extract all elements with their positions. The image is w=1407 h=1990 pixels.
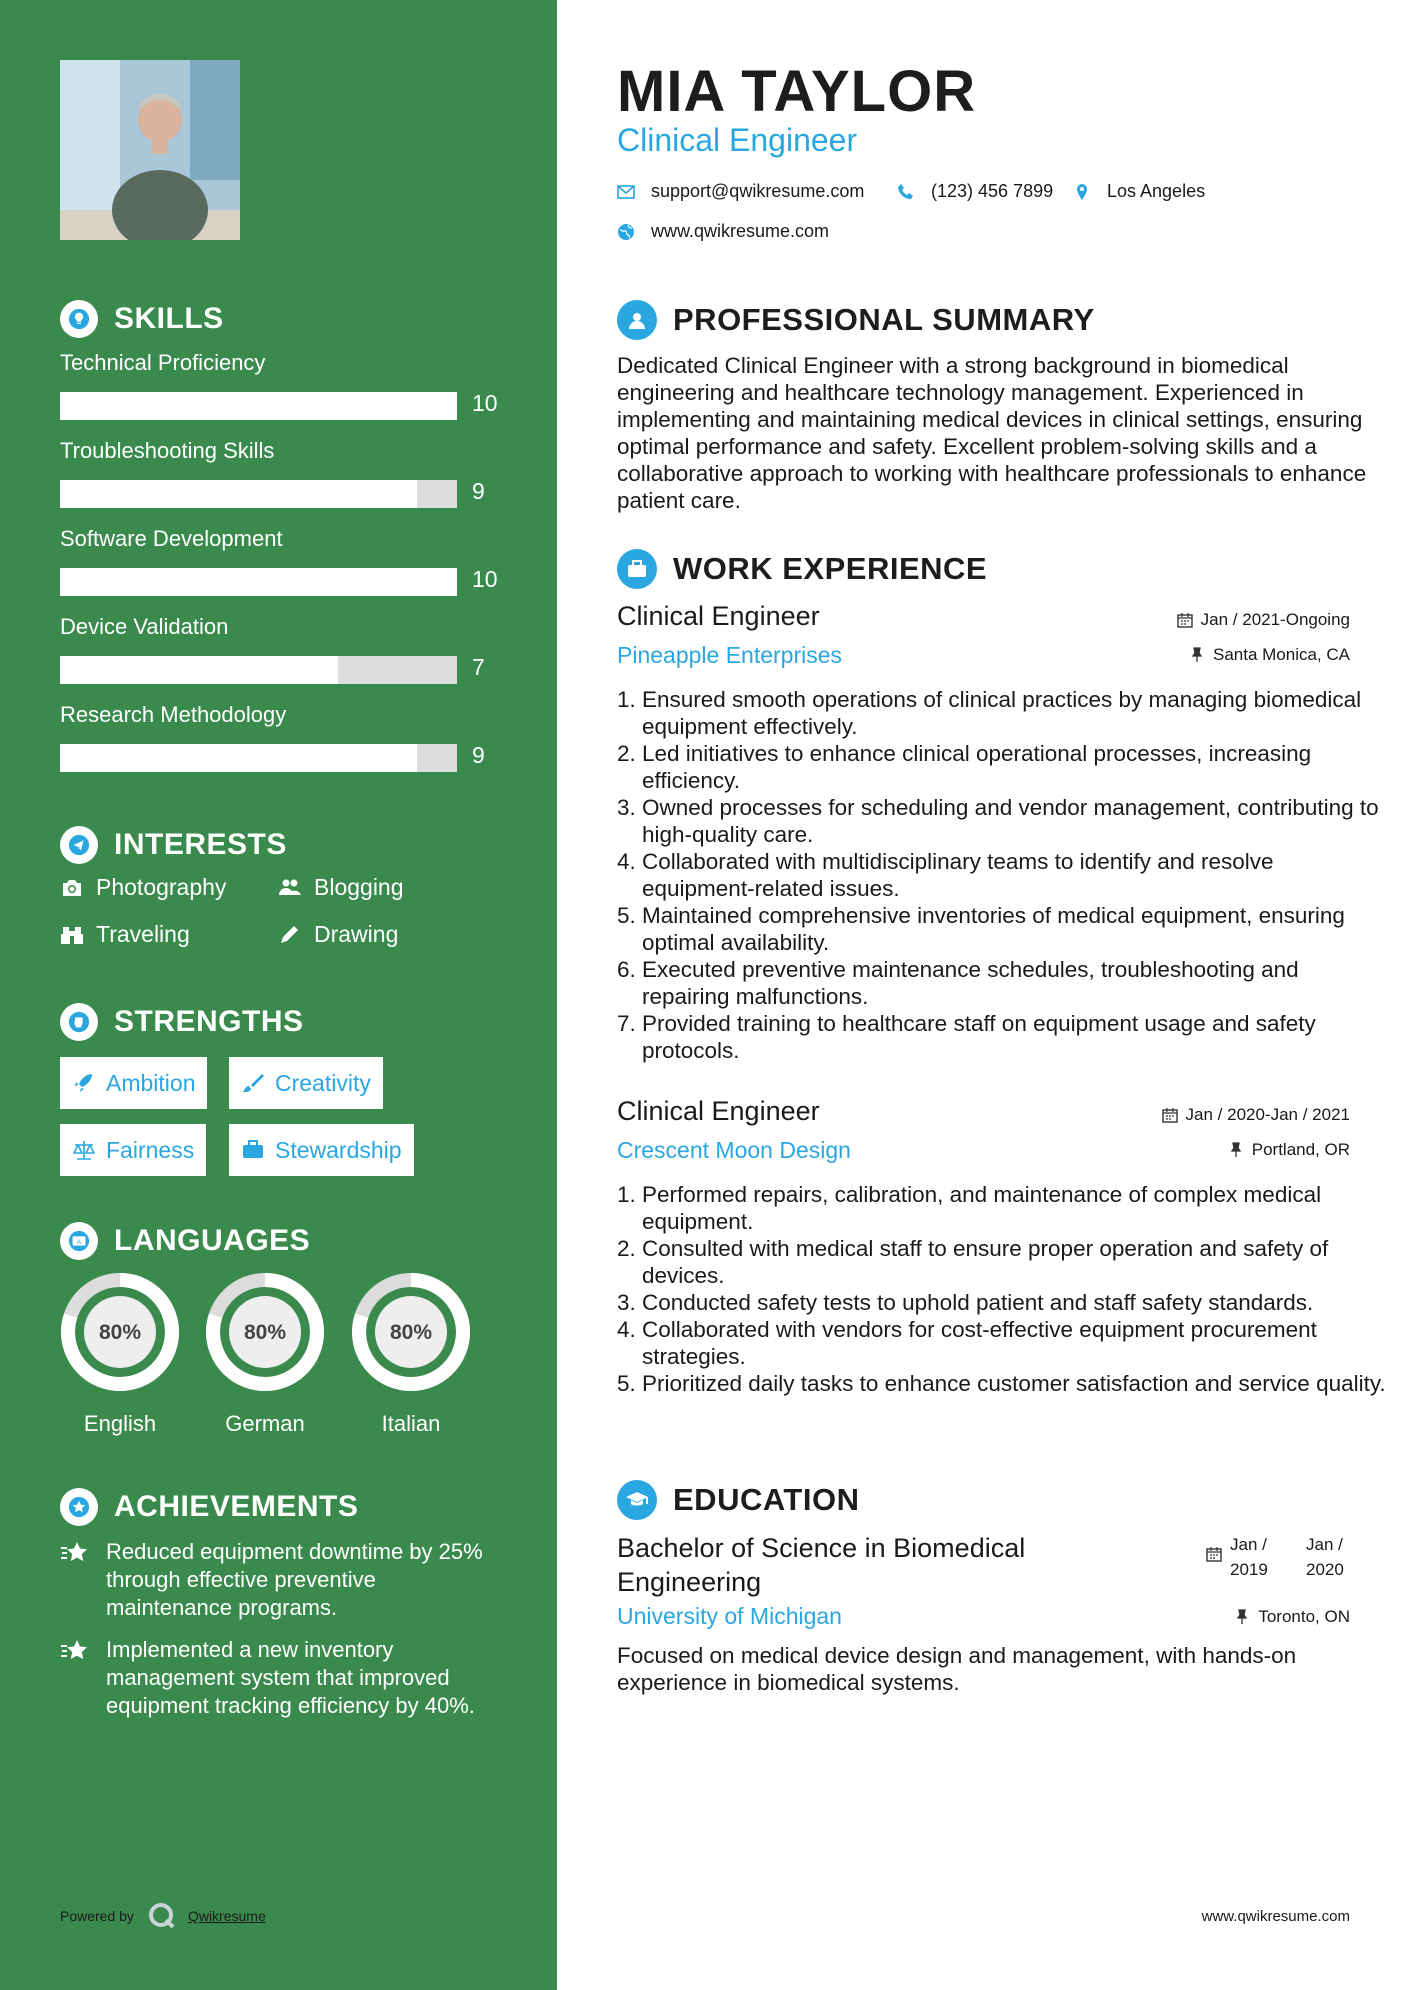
interest-label: Photography	[96, 874, 227, 900]
svg-text:A: A	[76, 1238, 82, 1246]
job-duties-list	[617, 686, 1387, 1064]
job-location	[1189, 645, 1350, 665]
achievements-heading	[60, 1488, 358, 1526]
job-location-text: Portland, OR	[1251, 1140, 1350, 1159]
interest-item	[60, 921, 190, 948]
language-icon	[60, 1222, 98, 1260]
qwikresume-logo-icon	[148, 1902, 176, 1930]
language-item	[203, 1270, 327, 1437]
skill-bar-fill	[60, 480, 417, 508]
school-name: University of Michigan	[617, 1603, 842, 1629]
experience-title: WORK EXPERIENCE	[673, 551, 988, 586]
calendar-icon	[1206, 1546, 1222, 1562]
language-ring	[349, 1270, 473, 1394]
pushpin-icon	[1234, 1609, 1250, 1625]
footer-url[interactable]: www.qwikresume.com	[1201, 1908, 1350, 1925]
strengths-heading	[60, 1003, 304, 1041]
list-item: 4. Collaborated with vendors for cost-effective equipment procurement strategies.	[617, 1317, 1317, 1369]
education-dates	[1206, 1532, 1350, 1582]
language-name: English	[83, 1411, 157, 1436]
job-dates	[1177, 610, 1350, 630]
interest-label: Drawing	[314, 921, 399, 947]
list-item: 5. Prioritized daily tasks to enhance customer satisfaction and service quality.	[617, 1371, 1386, 1396]
rocket-icon	[72, 1072, 96, 1094]
pushpin-icon	[1228, 1142, 1244, 1158]
phone-icon	[897, 183, 915, 201]
job-location	[1228, 1140, 1350, 1160]
camera-icon	[60, 877, 84, 899]
strength-label: Ambition	[106, 1069, 196, 1096]
achievement-item	[60, 1538, 500, 1622]
language-ring	[58, 1270, 182, 1394]
calendar-icon	[1162, 1107, 1178, 1123]
skill-name: Technical Proficiency	[60, 350, 266, 375]
languages-title: LANGUAGES	[114, 1224, 311, 1257]
strength-label: Creativity	[275, 1069, 371, 1096]
language-name: Italian	[381, 1411, 441, 1436]
strength-tag	[229, 1124, 414, 1176]
star-icon	[60, 1638, 90, 1664]
phone-text: (123) 456 7899	[931, 181, 1054, 201]
email-contact	[617, 181, 864, 202]
paper-plane-icon	[60, 826, 98, 864]
achievement-text: Reduced equipment downtime by 25% through effective preventive maintenance programs.	[106, 1539, 483, 1620]
paintbrush-icon	[241, 1072, 265, 1094]
list-item: 1. Performed repairs, calibration, and maintenance of complex medical equipment.	[617, 1182, 1322, 1234]
summary-heading	[617, 300, 1095, 340]
skill-item	[60, 438, 500, 504]
users-icon	[278, 877, 302, 899]
interest-item	[60, 874, 226, 901]
education-location-text: Toronto, ON	[1258, 1607, 1350, 1626]
interest-label: Blogging	[314, 874, 404, 900]
interest-label: Traveling	[96, 921, 190, 947]
skill-item	[60, 526, 500, 592]
skills-title: SKILLS	[114, 302, 224, 335]
strength-label: Stewardship	[275, 1136, 402, 1163]
skill-item	[60, 614, 500, 680]
interests-heading	[60, 826, 287, 864]
person-name: MIA TAYLOR	[617, 59, 977, 124]
binoculars-icon	[60, 924, 84, 946]
skill-bar	[60, 744, 457, 772]
job-location-text: Santa Monica, CA	[1212, 645, 1350, 664]
briefcase-icon	[617, 549, 657, 589]
strength-label: Fairness	[106, 1136, 195, 1163]
strength-tag	[60, 1057, 207, 1109]
profile-photo	[60, 60, 240, 240]
job-dates-text: Jan / 2020-Jan / 2021	[1185, 1105, 1350, 1124]
calendar-icon	[1177, 612, 1193, 628]
skills-heading	[60, 300, 224, 338]
languages-heading	[60, 1222, 310, 1260]
skill-item	[60, 350, 500, 416]
skill-item	[60, 702, 500, 768]
job-title: Clinical Engineer	[617, 1096, 820, 1126]
skill-value: 9	[472, 742, 485, 768]
achievement-text: Implemented a new inventory management system that improved equipment tracking efficiency by 40%.	[106, 1637, 475, 1718]
education-location	[1234, 1607, 1350, 1627]
skill-value: 9	[472, 478, 485, 504]
website-contact	[617, 221, 829, 242]
education-end: Jan / 2020	[1306, 1535, 1344, 1579]
language-percent: 80%	[243, 1321, 287, 1344]
user-icon	[617, 300, 657, 340]
globe-icon	[617, 223, 635, 241]
strength-tag	[60, 1124, 206, 1176]
skill-name: Research Methodology	[60, 702, 287, 727]
skill-bar	[60, 480, 457, 508]
language-item	[349, 1270, 473, 1437]
list-item: 3. Conducted safety tests to uphold patient and staff safety standards.	[617, 1290, 1314, 1315]
pushpin-icon	[1189, 647, 1205, 663]
job-title: Clinical Engineer	[617, 601, 820, 631]
language-item	[58, 1270, 182, 1437]
list-item: 6. Executed preventive maintenance schedules, troubleshooting and repairing malfunctions.	[617, 957, 1299, 1009]
achievement-item	[60, 1636, 500, 1720]
list-item: 1. Ensured smooth operations of clinical practices by managing biomedical equipment effectively.	[617, 687, 1362, 739]
education-title: EDUCATION	[673, 1482, 860, 1517]
language-ring	[203, 1270, 327, 1394]
skill-bar	[60, 392, 457, 420]
skill-bar-fill	[60, 568, 457, 596]
graduation-cap-icon	[617, 1480, 657, 1520]
summary-text: Dedicated Clinical Engineer with a strong background in biomedical engineering and healthcare technology management. Experienced in implementing and maintaining medical devices in clinical settings, ensuring optimal performance and safety. Excellent problem-solving skills and a collaborative approach to working with healthcare professionals to enhance patient care.	[617, 353, 1367, 513]
skill-name: Troubleshooting Skills	[60, 438, 275, 463]
company-name: Pineapple Enterprises	[617, 642, 843, 668]
list-item: 7. Provided training to healthcare staff on equipment usage and safety protocols.	[617, 1011, 1316, 1063]
skill-bar-fill	[60, 656, 338, 684]
person-role: Clinical Engineer	[617, 122, 858, 158]
company-name: Crescent Moon Design	[617, 1137, 851, 1163]
briefcase-icon	[241, 1139, 265, 1161]
language-percent: 80%	[389, 1321, 433, 1344]
skill-value: 10	[472, 390, 498, 416]
list-item: 2. Led initiatives to enhance clinical operational processes, increasing efficiency.	[617, 741, 1312, 793]
skill-bar	[60, 656, 457, 684]
sidebar	[0, 0, 557, 1990]
email-text[interactable]: support@qwikresume.com	[651, 181, 865, 201]
map-marker-icon	[1073, 183, 1091, 201]
education-start: Jan / 2019	[1230, 1535, 1268, 1579]
skill-bar	[60, 568, 457, 596]
location-contact	[1073, 181, 1205, 202]
powered-by-label: Powered by	[60, 1908, 134, 1924]
location-text: Los Angeles	[1107, 181, 1206, 201]
main-content	[557, 0, 1407, 1990]
experience-heading	[617, 549, 987, 589]
list-item: 3. Owned processes for scheduling and vendor management, contributing to high-quality care.	[617, 795, 1379, 847]
skill-name: Device Validation	[60, 614, 229, 639]
interest-item	[278, 874, 404, 901]
fist-icon	[60, 1003, 98, 1041]
powered-by	[60, 1902, 266, 1930]
skill-value: 7	[472, 654, 485, 680]
envelope-icon	[617, 183, 635, 201]
interest-item	[278, 921, 398, 948]
qwikresume-link[interactable]: Qwikresume	[187, 1908, 266, 1924]
education-text: Focused on medical device design and management, with hands-on experience in biomedical systems.	[617, 1643, 1297, 1695]
interests-title: INTERESTS	[114, 828, 287, 861]
phone-contact	[897, 181, 1053, 202]
list-item: 2. Consulted with medical staff to ensure proper operation and safety of devices.	[617, 1236, 1329, 1288]
list-item: 4. Collaborated with multidisciplinary teams to identify and resolve equipment-related issues.	[617, 849, 1274, 901]
language-percent: 80%	[98, 1321, 142, 1344]
job-dates	[1162, 1105, 1350, 1125]
lightbulb-icon	[60, 300, 98, 338]
degree-title: Bachelor of Science in Biomedical Engineering	[617, 1533, 1026, 1597]
pencil-icon	[278, 924, 302, 946]
list-item: 5. Maintained comprehensive inventories of medical equipment, ensuring optimal availability.	[617, 903, 1345, 955]
job-dates-text: Jan / 2021-Ongoing	[1200, 610, 1350, 629]
skill-bar-fill	[60, 392, 457, 420]
language-name: German	[225, 1411, 305, 1436]
star-badge-icon	[60, 1488, 98, 1526]
strengths-title: STRENGTHS	[114, 1005, 304, 1038]
summary-title: PROFESSIONAL SUMMARY	[673, 302, 1095, 337]
education-heading	[617, 1480, 859, 1520]
strength-tag	[229, 1057, 383, 1109]
job-duties-list	[617, 1181, 1387, 1397]
star-icon	[60, 1540, 90, 1566]
website-text[interactable]: www.qwikresume.com	[651, 221, 830, 241]
skill-bar-fill	[60, 744, 417, 772]
skill-name: Software Development	[60, 526, 283, 551]
skill-value: 10	[472, 566, 498, 592]
balance-scale-icon	[72, 1139, 96, 1161]
achievements-title: ACHIEVEMENTS	[114, 1490, 359, 1523]
